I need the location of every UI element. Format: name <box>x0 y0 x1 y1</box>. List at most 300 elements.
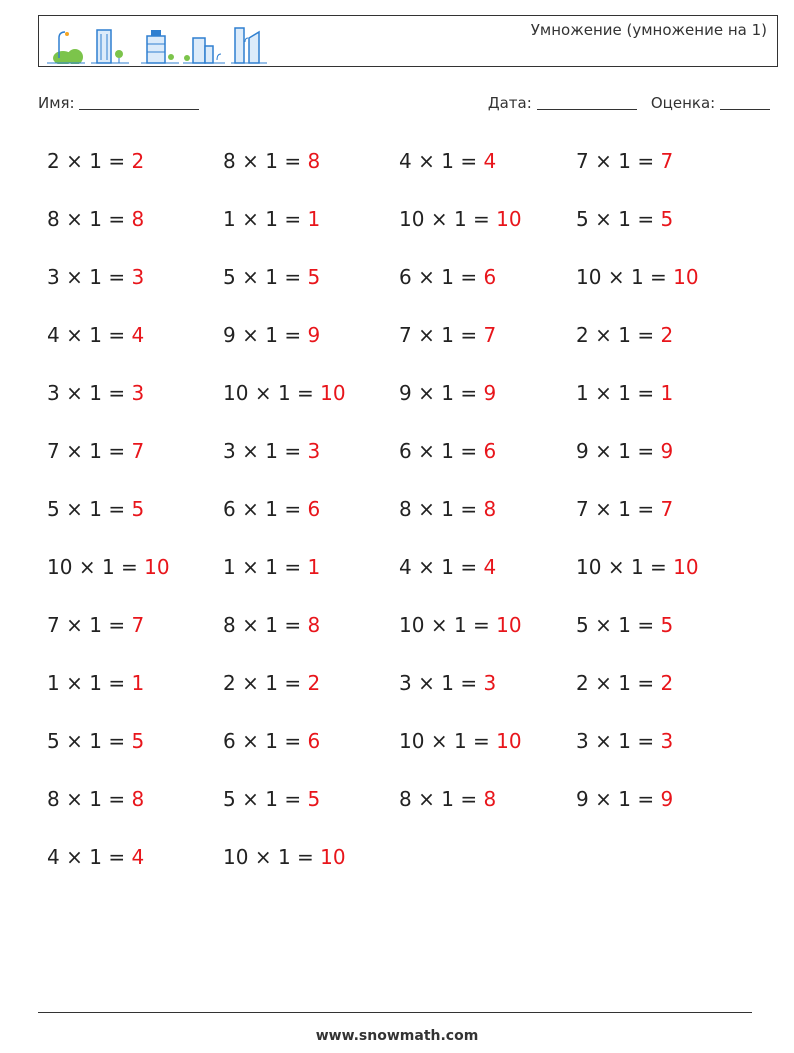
problem-answer: 9 <box>483 381 497 405</box>
problem-answer: 4 <box>131 845 145 869</box>
times-sign: × <box>66 787 83 811</box>
problem-factor-a: 9 <box>223 323 236 347</box>
problem-factor-a: 3 <box>223 439 236 463</box>
problem-answer: 10 <box>320 845 346 869</box>
equals-sign: = <box>473 207 490 231</box>
problem-factor-a: 7 <box>47 439 60 463</box>
equals-sign: = <box>637 671 655 695</box>
times-sign: × <box>430 207 448 231</box>
problem-answer: 2 <box>307 671 321 695</box>
problem-factor-b: 1 <box>453 613 467 637</box>
times-sign: × <box>430 613 448 637</box>
times-sign: × <box>78 555 96 579</box>
equals-sign: = <box>637 323 655 347</box>
problem-answer: 5 <box>131 497 145 521</box>
equals-sign: = <box>108 729 126 753</box>
problem-item <box>223 839 399 897</box>
problem-item <box>47 839 223 897</box>
times-sign: × <box>242 207 259 231</box>
problem-factor-b: 1 <box>441 787 454 811</box>
problem-factor-a: 7 <box>576 149 589 173</box>
problem-answer: 7 <box>483 323 497 347</box>
equals-sign: = <box>284 497 302 521</box>
problem-factor-b: 1 <box>441 265 454 289</box>
problem-factor-b: 1 <box>453 207 467 231</box>
problem-factor-b: 1 <box>441 381 454 405</box>
problem-factor-a: 5 <box>223 787 236 811</box>
problem-factor-b: 1 <box>89 323 102 347</box>
problem-answer: 8 <box>131 207 145 231</box>
equals-sign: = <box>121 555 138 579</box>
equals-sign: = <box>108 381 126 405</box>
problem-item <box>47 375 223 433</box>
problem-factor-b: 1 <box>89 381 102 405</box>
problem-answer: 4 <box>483 555 497 579</box>
problem-factor-b: 1 <box>265 149 278 173</box>
problem-answer: 8 <box>483 787 497 811</box>
problem-factor-b: 1 <box>277 381 291 405</box>
problem-factor-a: 3 <box>576 729 589 753</box>
problem-answer: 6 <box>483 439 497 463</box>
footer-divider <box>38 1012 752 1013</box>
equals-sign: = <box>460 555 478 579</box>
times-sign: × <box>242 729 259 753</box>
equals-sign: = <box>460 149 478 173</box>
problem-item <box>223 665 399 723</box>
problem-answer: 5 <box>660 613 674 637</box>
problem-answer: 4 <box>483 149 497 173</box>
problem-item <box>223 375 399 433</box>
worksheet-header <box>38 15 778 67</box>
name-label: Имя: <box>38 94 75 112</box>
problem-answer: 6 <box>483 265 497 289</box>
problem-factor-a: 5 <box>576 613 589 637</box>
times-sign: × <box>66 671 83 695</box>
problem-item <box>223 491 399 549</box>
times-sign: × <box>242 149 259 173</box>
equals-sign: = <box>460 439 478 463</box>
times-sign: × <box>607 555 625 579</box>
problem-grid <box>47 143 767 897</box>
times-sign: × <box>418 439 435 463</box>
times-sign: × <box>418 323 435 347</box>
problem-factor-b: 1 <box>630 555 644 579</box>
problem-factor-a: 5 <box>223 265 236 289</box>
problem-factor-b: 1 <box>630 265 644 289</box>
problem-factor-b: 1 <box>265 265 278 289</box>
name-field <box>38 94 199 112</box>
problem-item <box>223 549 399 607</box>
problem-answer: 10 <box>496 207 522 231</box>
equals-sign: = <box>637 149 655 173</box>
times-sign: × <box>595 613 612 637</box>
problem-factor-a: 3 <box>47 381 60 405</box>
problem-item <box>223 201 399 259</box>
problem-answer: 5 <box>307 265 321 289</box>
equals-sign: = <box>108 439 126 463</box>
problem-item <box>47 723 223 781</box>
problem-factor-b: 1 <box>618 381 631 405</box>
problem-item <box>576 491 753 549</box>
times-sign: × <box>242 555 259 579</box>
problem-item <box>576 433 753 491</box>
problem-item <box>399 723 576 781</box>
problem-item <box>47 143 223 201</box>
problem-factor-a: 7 <box>576 497 589 521</box>
problem-answer: 2 <box>660 671 674 695</box>
problem-factor-b: 1 <box>265 323 278 347</box>
problem-answer: 3 <box>307 439 321 463</box>
problem-factor-a: 2 <box>576 671 589 695</box>
problem-factor-b: 1 <box>618 787 631 811</box>
problem-item <box>47 201 223 259</box>
times-sign: × <box>242 323 259 347</box>
problem-factor-b: 1 <box>265 207 278 231</box>
problem-item <box>223 143 399 201</box>
equals-sign: = <box>637 439 655 463</box>
problem-answer: 9 <box>660 439 674 463</box>
problem-answer: 5 <box>131 729 145 753</box>
problem-item <box>399 143 576 201</box>
equals-sign: = <box>473 729 490 753</box>
problem-answer: 3 <box>483 671 497 695</box>
problem-answer: 1 <box>307 555 321 579</box>
city-buildings-icon <box>45 24 275 64</box>
problem-item <box>399 607 576 665</box>
problem-factor-b: 1 <box>89 439 102 463</box>
times-sign: × <box>242 613 259 637</box>
problem-factor-a: 1 <box>47 671 60 695</box>
equals-sign: = <box>284 149 302 173</box>
equals-sign: = <box>297 381 314 405</box>
times-sign: × <box>66 845 83 869</box>
problem-factor-a: 2 <box>47 149 60 173</box>
problem-item <box>223 607 399 665</box>
problem-item <box>576 259 753 317</box>
equals-sign: = <box>108 787 126 811</box>
problem-factor-b: 1 <box>89 613 102 637</box>
equals-sign: = <box>284 729 302 753</box>
problem-answer: 7 <box>660 149 674 173</box>
times-sign: × <box>66 207 83 231</box>
equals-sign: = <box>108 671 126 695</box>
times-sign: × <box>430 729 448 753</box>
problem-factor-b: 1 <box>277 845 291 869</box>
problem-factor-a: 4 <box>399 555 412 579</box>
problem-item <box>399 433 576 491</box>
date-grade-fields <box>488 94 770 112</box>
problem-item <box>576 607 753 665</box>
equals-sign: = <box>637 381 655 405</box>
problem-answer: 7 <box>131 439 145 463</box>
problem-factor-a: 5 <box>47 497 60 521</box>
equals-sign: = <box>108 265 126 289</box>
problem-factor-a: 8 <box>399 497 412 521</box>
problem-item <box>47 491 223 549</box>
problem-factor-b: 1 <box>89 497 102 521</box>
problem-factor-a: 8 <box>47 207 60 231</box>
problem-item <box>399 549 576 607</box>
equals-sign: = <box>637 729 655 753</box>
problem-factor-a: 10 <box>399 613 425 637</box>
problem-factor-b: 1 <box>618 323 631 347</box>
equals-sign: = <box>284 555 302 579</box>
problem-factor-a: 10 <box>399 207 425 231</box>
problem-factor-b: 1 <box>453 729 467 753</box>
problem-factor-a: 9 <box>576 439 589 463</box>
problem-factor-a: 4 <box>47 845 60 869</box>
times-sign: × <box>242 439 259 463</box>
problem-factor-b: 1 <box>618 439 631 463</box>
times-sign: × <box>254 845 272 869</box>
problem-factor-b: 1 <box>89 265 102 289</box>
equals-sign: = <box>460 323 478 347</box>
problem-item <box>399 491 576 549</box>
problem-factor-b: 1 <box>265 729 278 753</box>
problem-factor-a: 7 <box>47 613 60 637</box>
equals-sign: = <box>650 555 667 579</box>
problem-factor-b: 1 <box>265 555 278 579</box>
problem-factor-b: 1 <box>441 555 454 579</box>
problem-factor-b: 1 <box>618 497 631 521</box>
date-blank[interactable] <box>537 95 637 110</box>
problem-item <box>576 549 753 607</box>
problem-factor-b: 1 <box>265 439 278 463</box>
problem-item <box>223 259 399 317</box>
times-sign: × <box>418 671 435 695</box>
problem-answer: 7 <box>131 613 145 637</box>
problem-answer: 5 <box>660 207 674 231</box>
problem-factor-a: 4 <box>399 149 412 173</box>
problem-answer: 10 <box>144 555 170 579</box>
problem-factor-a: 8 <box>223 613 236 637</box>
times-sign: × <box>254 381 272 405</box>
problem-factor-a: 10 <box>576 265 602 289</box>
problem-factor-b: 1 <box>618 671 631 695</box>
times-sign: × <box>595 381 612 405</box>
problem-item <box>47 317 223 375</box>
problem-factor-a: 4 <box>47 323 60 347</box>
problem-item <box>223 781 399 839</box>
grade-label: Оценка: <box>650 94 716 112</box>
times-sign: × <box>66 149 83 173</box>
times-sign: × <box>595 729 612 753</box>
grade-blank[interactable] <box>720 95 770 110</box>
times-sign: × <box>595 323 612 347</box>
equals-sign: = <box>460 671 478 695</box>
equals-sign: = <box>297 845 314 869</box>
problem-item <box>399 201 576 259</box>
footer-url: www.snowmath.com <box>315 1028 479 1044</box>
equals-sign: = <box>284 265 302 289</box>
problem-factor-a: 6 <box>399 439 412 463</box>
problem-answer: 3 <box>131 381 145 405</box>
equals-sign: = <box>284 787 302 811</box>
problem-factor-b: 1 <box>441 323 454 347</box>
equals-sign: = <box>473 613 490 637</box>
problem-item <box>576 317 753 375</box>
problem-item <box>399 665 576 723</box>
problem-factor-a: 9 <box>576 787 589 811</box>
problem-factor-b: 1 <box>89 149 102 173</box>
problem-factor-a: 3 <box>399 671 412 695</box>
problem-factor-a: 6 <box>223 497 236 521</box>
times-sign: × <box>418 787 435 811</box>
problem-answer: 1 <box>307 207 321 231</box>
times-sign: × <box>595 497 612 521</box>
problem-answer: 9 <box>307 323 321 347</box>
times-sign: × <box>242 265 259 289</box>
problem-factor-a: 8 <box>47 787 60 811</box>
equals-sign: = <box>108 497 126 521</box>
times-sign: × <box>66 613 83 637</box>
problem-answer: 10 <box>496 613 522 637</box>
equals-sign: = <box>108 323 126 347</box>
equals-sign: = <box>108 613 126 637</box>
times-sign: × <box>418 381 435 405</box>
times-sign: × <box>418 149 435 173</box>
times-sign: × <box>242 671 259 695</box>
worksheet-title: Умножение (умножение на 1) <box>530 21 767 39</box>
times-sign: × <box>66 439 83 463</box>
equals-sign: = <box>460 265 478 289</box>
problem-answer: 10 <box>320 381 346 405</box>
times-sign: × <box>66 323 83 347</box>
problem-factor-b: 1 <box>441 439 454 463</box>
problem-factor-a: 1 <box>223 555 236 579</box>
equals-sign: = <box>284 671 302 695</box>
problem-item <box>399 259 576 317</box>
problem-item <box>47 607 223 665</box>
problem-answer: 10 <box>496 729 522 753</box>
problem-factor-a: 1 <box>223 207 236 231</box>
problem-factor-a: 6 <box>399 265 412 289</box>
equals-sign: = <box>637 613 655 637</box>
problem-item <box>576 781 753 839</box>
problem-factor-b: 1 <box>89 671 102 695</box>
equals-sign: = <box>284 439 302 463</box>
problem-factor-a: 8 <box>223 149 236 173</box>
times-sign: × <box>595 149 612 173</box>
equals-sign: = <box>460 381 478 405</box>
times-sign: × <box>242 497 259 521</box>
equals-sign: = <box>460 787 478 811</box>
equals-sign: = <box>108 207 126 231</box>
times-sign: × <box>66 381 83 405</box>
equals-sign: = <box>460 497 478 521</box>
problem-answer: 8 <box>483 497 497 521</box>
problem-factor-a: 7 <box>399 323 412 347</box>
problem-factor-a: 8 <box>399 787 412 811</box>
problem-answer: 10 <box>673 265 699 289</box>
times-sign: × <box>418 265 435 289</box>
equals-sign: = <box>637 207 655 231</box>
problem-factor-b: 1 <box>89 207 102 231</box>
problem-factor-a: 5 <box>47 729 60 753</box>
problem-factor-b: 1 <box>265 671 278 695</box>
equals-sign: = <box>637 497 655 521</box>
problem-factor-b: 1 <box>618 613 631 637</box>
problem-item <box>223 317 399 375</box>
problem-answer: 6 <box>307 729 321 753</box>
problem-answer: 2 <box>660 323 674 347</box>
equals-sign: = <box>650 265 667 289</box>
problem-item <box>576 723 753 781</box>
problem-answer: 5 <box>307 787 321 811</box>
problem-answer: 2 <box>131 149 145 173</box>
problem-item <box>576 375 753 433</box>
problem-factor-a: 10 <box>223 845 249 869</box>
problem-factor-a: 5 <box>576 207 589 231</box>
problem-item <box>399 375 576 433</box>
equals-sign: = <box>284 207 302 231</box>
problem-answer: 1 <box>131 671 145 695</box>
problem-factor-a: 3 <box>47 265 60 289</box>
times-sign: × <box>66 265 83 289</box>
problem-item <box>47 433 223 491</box>
times-sign: × <box>595 671 612 695</box>
date-label: Дата: <box>487 94 532 112</box>
equals-sign: = <box>108 149 126 173</box>
problem-answer: 3 <box>131 265 145 289</box>
problem-factor-b: 1 <box>265 787 278 811</box>
times-sign: × <box>66 729 83 753</box>
problem-factor-a: 2 <box>576 323 589 347</box>
problem-item <box>223 723 399 781</box>
problem-item <box>47 665 223 723</box>
equals-sign: = <box>637 787 655 811</box>
problem-item <box>47 259 223 317</box>
problem-factor-b: 1 <box>265 497 278 521</box>
equals-sign: = <box>108 845 126 869</box>
times-sign: × <box>242 787 259 811</box>
problem-factor-b: 1 <box>265 613 278 637</box>
problem-answer: 4 <box>131 323 145 347</box>
problem-item <box>399 317 576 375</box>
problem-answer: 8 <box>307 149 321 173</box>
times-sign: × <box>595 207 612 231</box>
problem-factor-a: 6 <box>223 729 236 753</box>
problem-item <box>47 549 223 607</box>
problem-answer: 10 <box>673 555 699 579</box>
problem-item <box>576 201 753 259</box>
times-sign: × <box>595 787 612 811</box>
name-blank[interactable] <box>79 95 199 110</box>
problem-factor-b: 1 <box>618 207 631 231</box>
equals-sign: = <box>284 613 302 637</box>
problem-factor-b: 1 <box>101 555 115 579</box>
problem-answer: 7 <box>660 497 674 521</box>
problem-answer: 8 <box>307 613 321 637</box>
problem-item <box>223 433 399 491</box>
problem-answer: 3 <box>660 729 674 753</box>
problem-factor-b: 1 <box>441 149 454 173</box>
problem-answer: 6 <box>307 497 321 521</box>
problem-answer: 8 <box>131 787 145 811</box>
problem-factor-a: 2 <box>223 671 236 695</box>
problem-factor-b: 1 <box>89 729 102 753</box>
problem-factor-a: 1 <box>576 381 589 405</box>
problem-factor-a: 10 <box>223 381 249 405</box>
problem-factor-a: 10 <box>47 555 73 579</box>
problem-factor-b: 1 <box>441 497 454 521</box>
times-sign: × <box>66 497 83 521</box>
problem-factor-b: 1 <box>441 671 454 695</box>
problem-factor-b: 1 <box>618 729 631 753</box>
times-sign: × <box>418 497 435 521</box>
problem-factor-b: 1 <box>89 845 102 869</box>
problem-factor-b: 1 <box>618 149 631 173</box>
